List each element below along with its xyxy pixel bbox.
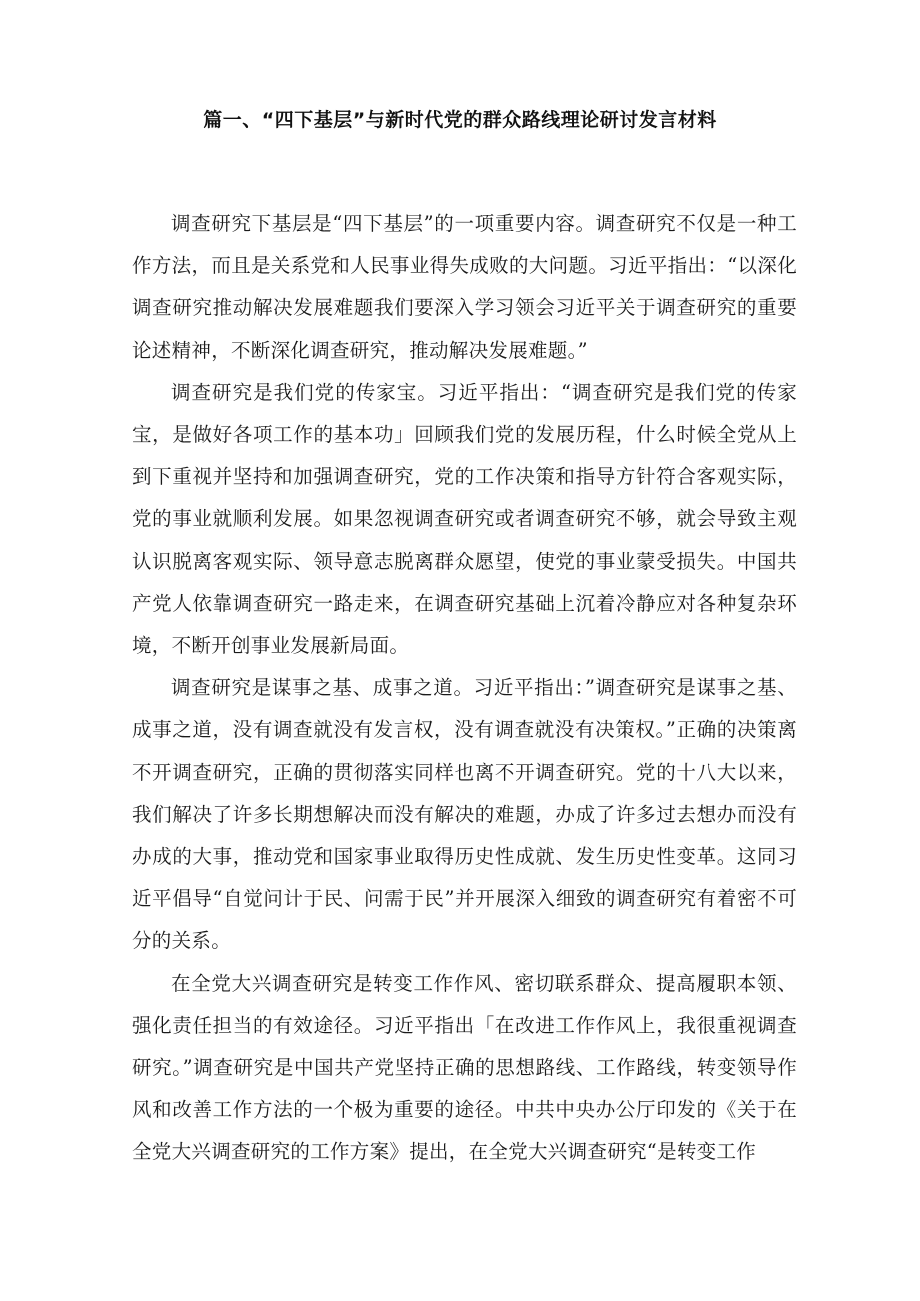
- document-title: 篇一、“四下基层”与新时代党的群众路线理论研讨发言材料: [203, 109, 717, 131]
- paragraph-2: 调查研究是我们党的传家宝。习近平指出：“调查研究是我们党的传家宝，是做好各项工作的基本功」回顾我们党的发展历程，什么时候全党从上到下重视并坚持和加强调查研究，党的工作决策和指导方针符合客观实际，党的事业就顺利发展。如果忽视调查研究或者调查研究不够，就会导致主观认识脱离客观实际、领导意志脱离群众愿望，使党的事业蒙受损失。中国共产党人依靠调查研究一路走来，在调查研究基础上沉着冷静应对各种复杂环境，不断开创事业发展新局面。: [132, 380, 797, 658]
- document-body: [132, 203, 797, 1174]
- paragraph-1: 调查研究下基层是“四下基层”的一项重要内容。调查研究不仅是一种工作方法，而且是关系党和人民事业得失成败的大问题。习近平指出：“以深化调查研究推动解决发展难题我们要深入学习领会习近平关于调查研究的重要论述精神，不断深化调查研究，推动解决发展难题。”: [132, 212, 797, 362]
- paragraph-3: 调查研究是谋事之基、成事之道。习近平指出：”调查研究是谋事之基、成事之道，没有调查就没有发言权，没有调查就没有决策权。”正确的决策离不开调查研究，正确的贯彻落实同样也离不开调查研究。党的十八大以来，我们解决了许多长期想解决而没有解决的难题，办成了许多过去想办而没有办成的大事，推动党和国家事业取得历史性成就、发生历史性变革。这同习近平倡导“自觉问计于民、问需于民”并开展深入细致的调查研究有着密不可分的关系。: [132, 676, 797, 953]
- paragraph-4: 在全党大兴调查研究是转变工作作风、密切联系群众、提高履职本领、强化责任担当的有效途径。习近平指出「在改进工作作风上，我很重视调查研究。”调查研究是中国共产党坚持正确的思想路线、工作路线，转变领导作风和改善工作方法的一个极为重要的途径。中共中央办公厅印发的《关于在全党大兴调查研究的工作方案》提出，在全党大兴调查研究“是转变工作: [132, 971, 797, 1164]
